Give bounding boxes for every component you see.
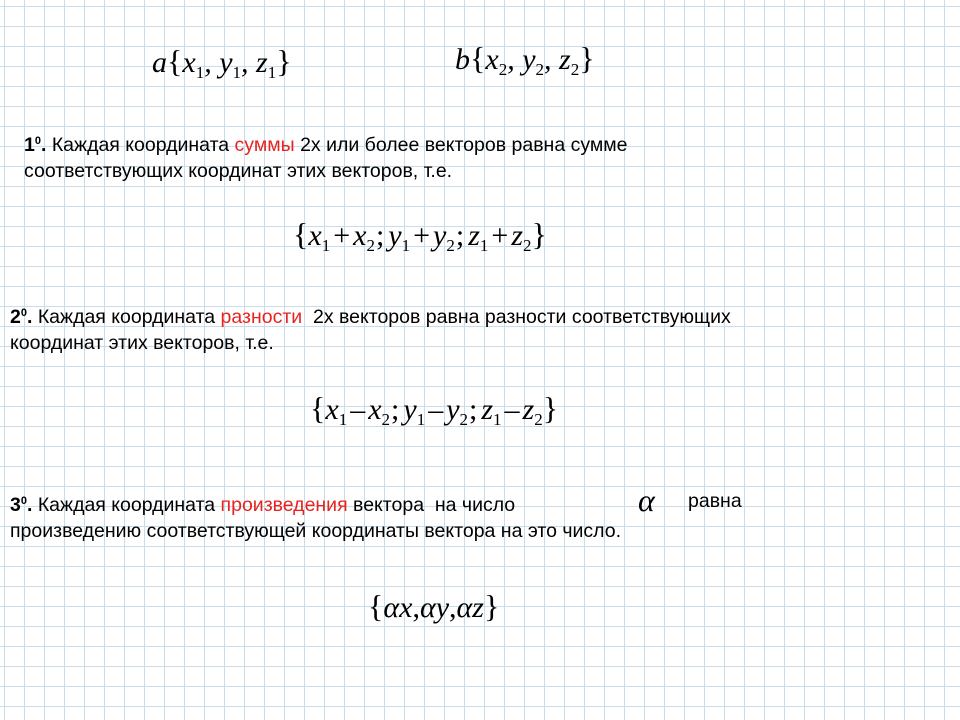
rule-3-prefix: Каждая координата <box>32 494 221 516</box>
subscript: 1 <box>232 63 242 82</box>
rule-1-number: $1^0$. <box>24 134 47 156</box>
coord-x: x <box>182 46 196 79</box>
subscript: 2 <box>570 60 580 79</box>
subscript: 2 <box>535 60 545 79</box>
rule-2-line-1 <box>10 300 731 330</box>
rule-1-line-1 <box>24 128 628 158</box>
rule-3-line-1 <box>10 488 621 518</box>
subscript: 1 <box>267 63 277 82</box>
rule-2-text <box>10 300 731 356</box>
rule-2-prefix: Каждая координата <box>32 306 221 328</box>
rule-2-suffix: 2х векторов равна разности соответствующих <box>302 306 731 328</box>
subscript: 2 <box>498 60 508 79</box>
rule-1-prefix: Каждая координата <box>46 134 235 156</box>
rule-1-line-2: соответствующих координат этих векторов, т.е. <box>24 160 453 182</box>
rule-1-text <box>24 128 628 184</box>
product-formula: {αx,αy,αz} <box>368 588 500 624</box>
rule-3-line-2: произведению соответствующей координаты вектора на это число. <box>10 520 621 542</box>
coord-z: z <box>559 43 571 76</box>
rule-3-suffix: вектора на число <box>347 494 516 516</box>
rule-1-suffix: 2х или более векторов равна сумме <box>294 134 628 156</box>
alpha-symbol: α <box>638 482 655 518</box>
difference-formula: {$x_1 - x_2$; $y_1 - y_2$; $z_1 - z_2$} <box>310 390 559 429</box>
rule-1-keyword: суммы <box>234 134 295 156</box>
rule-2-keyword: разности <box>220 306 303 328</box>
rule-3-tail-text: равна <box>688 490 742 512</box>
rule-3-text <box>10 488 621 544</box>
vector-b-formula: $b\{x_2$, $y_2$, $z_2$} <box>455 40 595 79</box>
sum-formula: {$x_1 + x_2$; $y_1 + y_2$; $z_1 + z_2$} <box>293 216 547 255</box>
rule-3-keyword: произведения <box>220 494 348 516</box>
rule-3-number: $3^0$. <box>10 494 33 516</box>
rule-2-line-2: координат этих векторов, т.е. <box>10 332 274 354</box>
coord-x: x <box>485 43 499 76</box>
coord-z: z <box>256 46 268 79</box>
vector-a-name: a <box>152 46 167 79</box>
coord-y: y <box>219 46 233 79</box>
coord-y: y <box>522 43 536 76</box>
vector-b-name: b <box>455 43 470 76</box>
rule-2-number: $2^0$. <box>10 306 33 328</box>
subscript: 1 <box>195 63 205 82</box>
vector-a-formula: $a\{x_1$, $y_1$, $z_1$} <box>152 43 292 82</box>
